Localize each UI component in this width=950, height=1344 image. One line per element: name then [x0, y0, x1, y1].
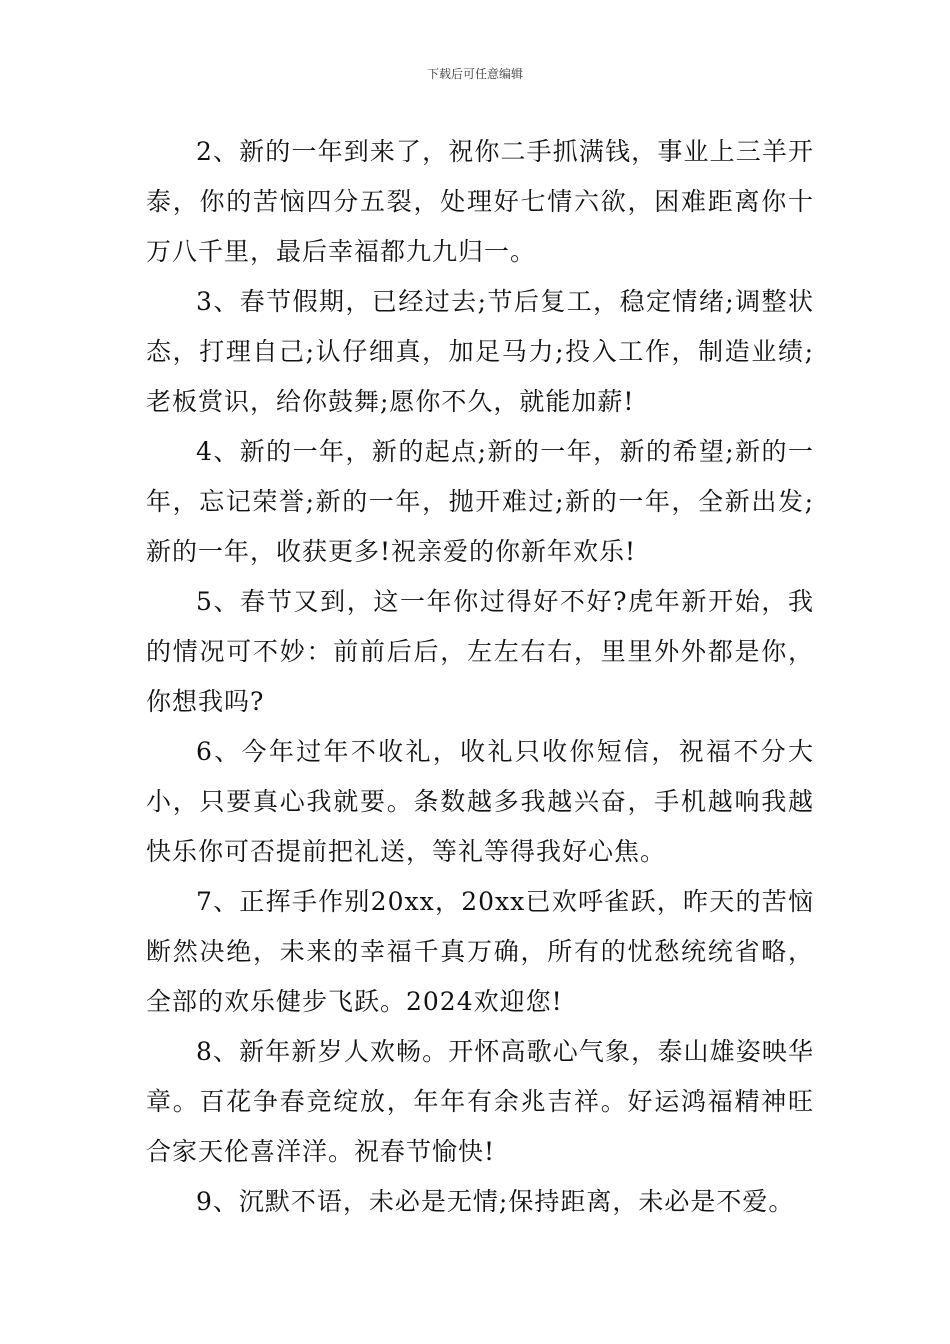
paragraph-6: 6、今年过年不收礼，收礼只收你短信，祝福不分大小，只要真心我就要。条数越多我越兴奋，手机越响我越快乐你可否提前把礼送，等礼等得我好心焦。 [146, 737, 814, 866]
page-header: 下载后可任意编辑 [426, 67, 523, 81]
document-body [146, 127, 814, 1227]
paragraph-4: 4、新的一年，新的起点;新的一年，新的希望;新的一年，忘记荣誉;新的一年，抛开难过;新的一年，全新出发;新的一年，收获更多!祝亲爱的你新年欢乐! [146, 437, 814, 566]
paragraph-7: 7、正挥手作别20xx，20xx已欢呼雀跃，昨天的苦恼断然决绝，未来的幸福千真万确，所有的忧愁统统省略，全部的欢乐健步飞跃。2024欢迎您! [146, 887, 814, 1016]
paragraph-3: 3、春节假期，已经过去;节后复工，稳定情绪;调整状态，打理自己;认仔细真，加足马力;投入工作，制造业绩;老板赏识，给你鼓舞;愿你不久，就能加薪! [146, 287, 814, 416]
paragraph-2: 2、新的一年到来了，祝你二手抓满钱，事业上三羊开泰，你的苦恼四分五裂，处理好七情六欲，困难距离你十万八千里，最后幸福都九九归一。 [146, 137, 814, 266]
paragraph-8: 8、新年新岁人欢畅。开怀高歌心气象，泰山雄姿映华章。百花争春竞绽放，年年有余兆吉祥。好运鸿福精神旺合家天伦喜洋洋。祝春节愉快! [146, 1037, 814, 1166]
paragraph-5: 5、春节又到，这一年你过得好不好?虎年新开始，我的情况可不妙：前前后后，左左右右，里里外外都是你，你想我吗? [146, 587, 814, 716]
paragraph-9: 9、沉默不语，未必是无情;保持距离，未必是不爱。 [196, 1187, 795, 1216]
